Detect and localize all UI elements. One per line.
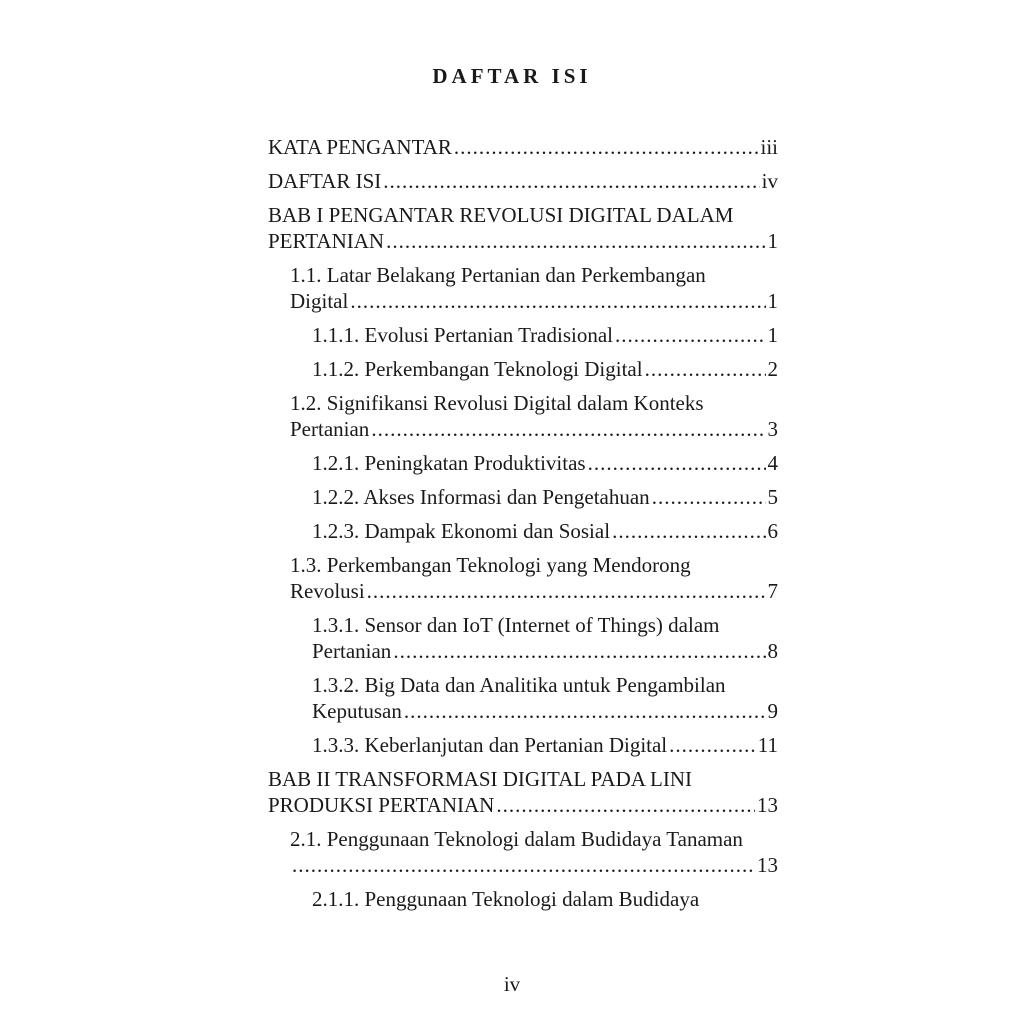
toc-entry-title: KATA PENGANTAR <box>268 135 452 159</box>
toc-page-number: 1 <box>767 229 778 253</box>
toc-line <box>268 168 778 194</box>
toc-entry[interactable] <box>268 766 778 818</box>
toc-page-number: 9 <box>767 699 778 723</box>
toc-page-number: 1 <box>767 323 778 347</box>
toc-entry-title-line: 1.2. Signifikansi Revolusi Digital dalam Konteks <box>290 391 704 415</box>
toc-page-number: 6 <box>767 519 778 543</box>
toc-entry-title: 1.3.3. Keberlanjutan dan Pertanian Digital <box>312 733 668 757</box>
toc-entry[interactable] <box>268 484 778 510</box>
toc-page-number: iv <box>761 169 778 193</box>
toc-page-number: 7 <box>767 579 778 603</box>
dot-leader <box>393 638 765 664</box>
toc-line <box>312 732 778 758</box>
toc-entry-title-line: 1.3.2. Big Data dan Analitika untuk Pengambilan <box>312 673 726 697</box>
dot-leader <box>404 698 766 724</box>
toc-entry-title: Pertanian <box>312 639 392 663</box>
dot-leader <box>645 356 766 382</box>
toc-entry-title: 1.1.2. Perkembangan Teknologi Digital <box>312 357 643 381</box>
dot-leader <box>496 792 755 818</box>
toc-entry-title: Revolusi <box>290 579 365 603</box>
toc-page-number: 1 <box>767 289 778 313</box>
dot-leader <box>371 416 765 442</box>
toc-line <box>312 484 778 510</box>
toc-page-number: 5 <box>767 485 778 509</box>
toc-entry[interactable] <box>268 134 778 160</box>
toc-entry-title: Digital <box>290 289 349 313</box>
toc-entry[interactable] <box>268 356 778 382</box>
toc-page-number: 13 <box>757 793 778 817</box>
toc-page-number: 2 <box>767 357 778 381</box>
toc-line <box>312 450 778 476</box>
toc-page-number: 8 <box>767 639 778 663</box>
toc-entry-title-line: 1.1. Latar Belakang Pertanian dan Perkembangan <box>290 263 706 287</box>
toc-line <box>312 356 778 382</box>
toc-entry-title-line: BAB II TRANSFORMASI DIGITAL PADA LINI <box>268 767 692 791</box>
toc-entry-title: 1.1.1. Evolusi Pertanian Tradisional <box>312 323 613 347</box>
toc-line <box>268 228 778 254</box>
dot-leader <box>292 852 755 878</box>
toc-line <box>312 638 778 664</box>
toc-entry-title-line: 1.3.1. Sensor dan IoT (Internet of Things) dalam <box>312 613 720 637</box>
dot-leader <box>367 578 766 604</box>
toc-entry-title-line: 2.1. Penggunaan Teknologi dalam Budidaya Tanaman <box>290 827 743 851</box>
toc-entry-title: DAFTAR ISI <box>268 169 382 193</box>
toc-entry-title: 1.2.2. Akses Informasi dan Pengetahuan <box>312 485 650 509</box>
toc-entry[interactable] <box>268 672 778 724</box>
toc-entry[interactable] <box>268 612 778 664</box>
toc-page-number: 4 <box>767 451 778 475</box>
toc-entry[interactable] <box>268 322 778 348</box>
toc-page-number: 13 <box>757 853 778 877</box>
dot-leader <box>386 228 765 254</box>
toc-page-number: 3 <box>767 417 778 441</box>
toc-entry-title: PERTANIAN <box>268 229 385 253</box>
toc-entry[interactable] <box>268 390 778 442</box>
dot-leader <box>615 322 766 348</box>
dot-leader <box>669 732 756 758</box>
toc-line <box>268 134 778 160</box>
toc-entry-title: Keputusan <box>312 699 402 723</box>
toc-entry[interactable] <box>268 168 778 194</box>
toc-entry[interactable] <box>268 202 778 254</box>
toc-entry[interactable] <box>268 518 778 544</box>
toc-entry-title: Pertanian <box>290 417 370 441</box>
dot-leader <box>350 288 765 314</box>
toc-entry[interactable] <box>268 262 778 314</box>
toc-entry-title-line: 1.3. Perkembangan Teknologi yang Mendorong <box>290 553 691 577</box>
toc-line <box>268 792 778 818</box>
toc-page-number: iii <box>760 135 778 159</box>
toc-line <box>290 416 778 442</box>
toc-line <box>312 322 778 348</box>
toc-entry[interactable] <box>268 886 778 912</box>
toc-line <box>290 578 778 604</box>
toc-entry-title-line: BAB I PENGANTAR REVOLUSI DIGITAL DALAM <box>268 203 734 227</box>
toc-line <box>312 518 778 544</box>
page-number: iv <box>503 972 521 996</box>
dot-leader <box>612 518 765 544</box>
toc-entry[interactable] <box>268 450 778 476</box>
toc-entry[interactable] <box>268 552 778 604</box>
toc-line <box>290 288 778 314</box>
toc-entry[interactable] <box>268 732 778 758</box>
dot-leader <box>588 450 766 476</box>
toc-line <box>312 698 778 724</box>
page-title: DAFTAR ISI <box>432 64 592 88</box>
toc-line <box>290 852 778 878</box>
dot-leader <box>652 484 766 510</box>
toc-entry-title-line: 2.1.1. Penggunaan Teknologi dalam Budidaya <box>312 887 700 911</box>
dot-leader <box>454 134 759 160</box>
toc-page-number: 11 <box>757 733 778 757</box>
toc-entry-title: 1.2.3. Dampak Ekonomi dan Sosial <box>312 519 611 543</box>
table-of-contents <box>268 134 778 920</box>
toc-entry-title: 1.2.1. Peningkatan Produktivitas <box>312 451 586 475</box>
toc-entry[interactable] <box>268 826 778 878</box>
toc-entry-title: PRODUKSI PERTANIAN <box>268 793 495 817</box>
dot-leader <box>383 168 759 194</box>
